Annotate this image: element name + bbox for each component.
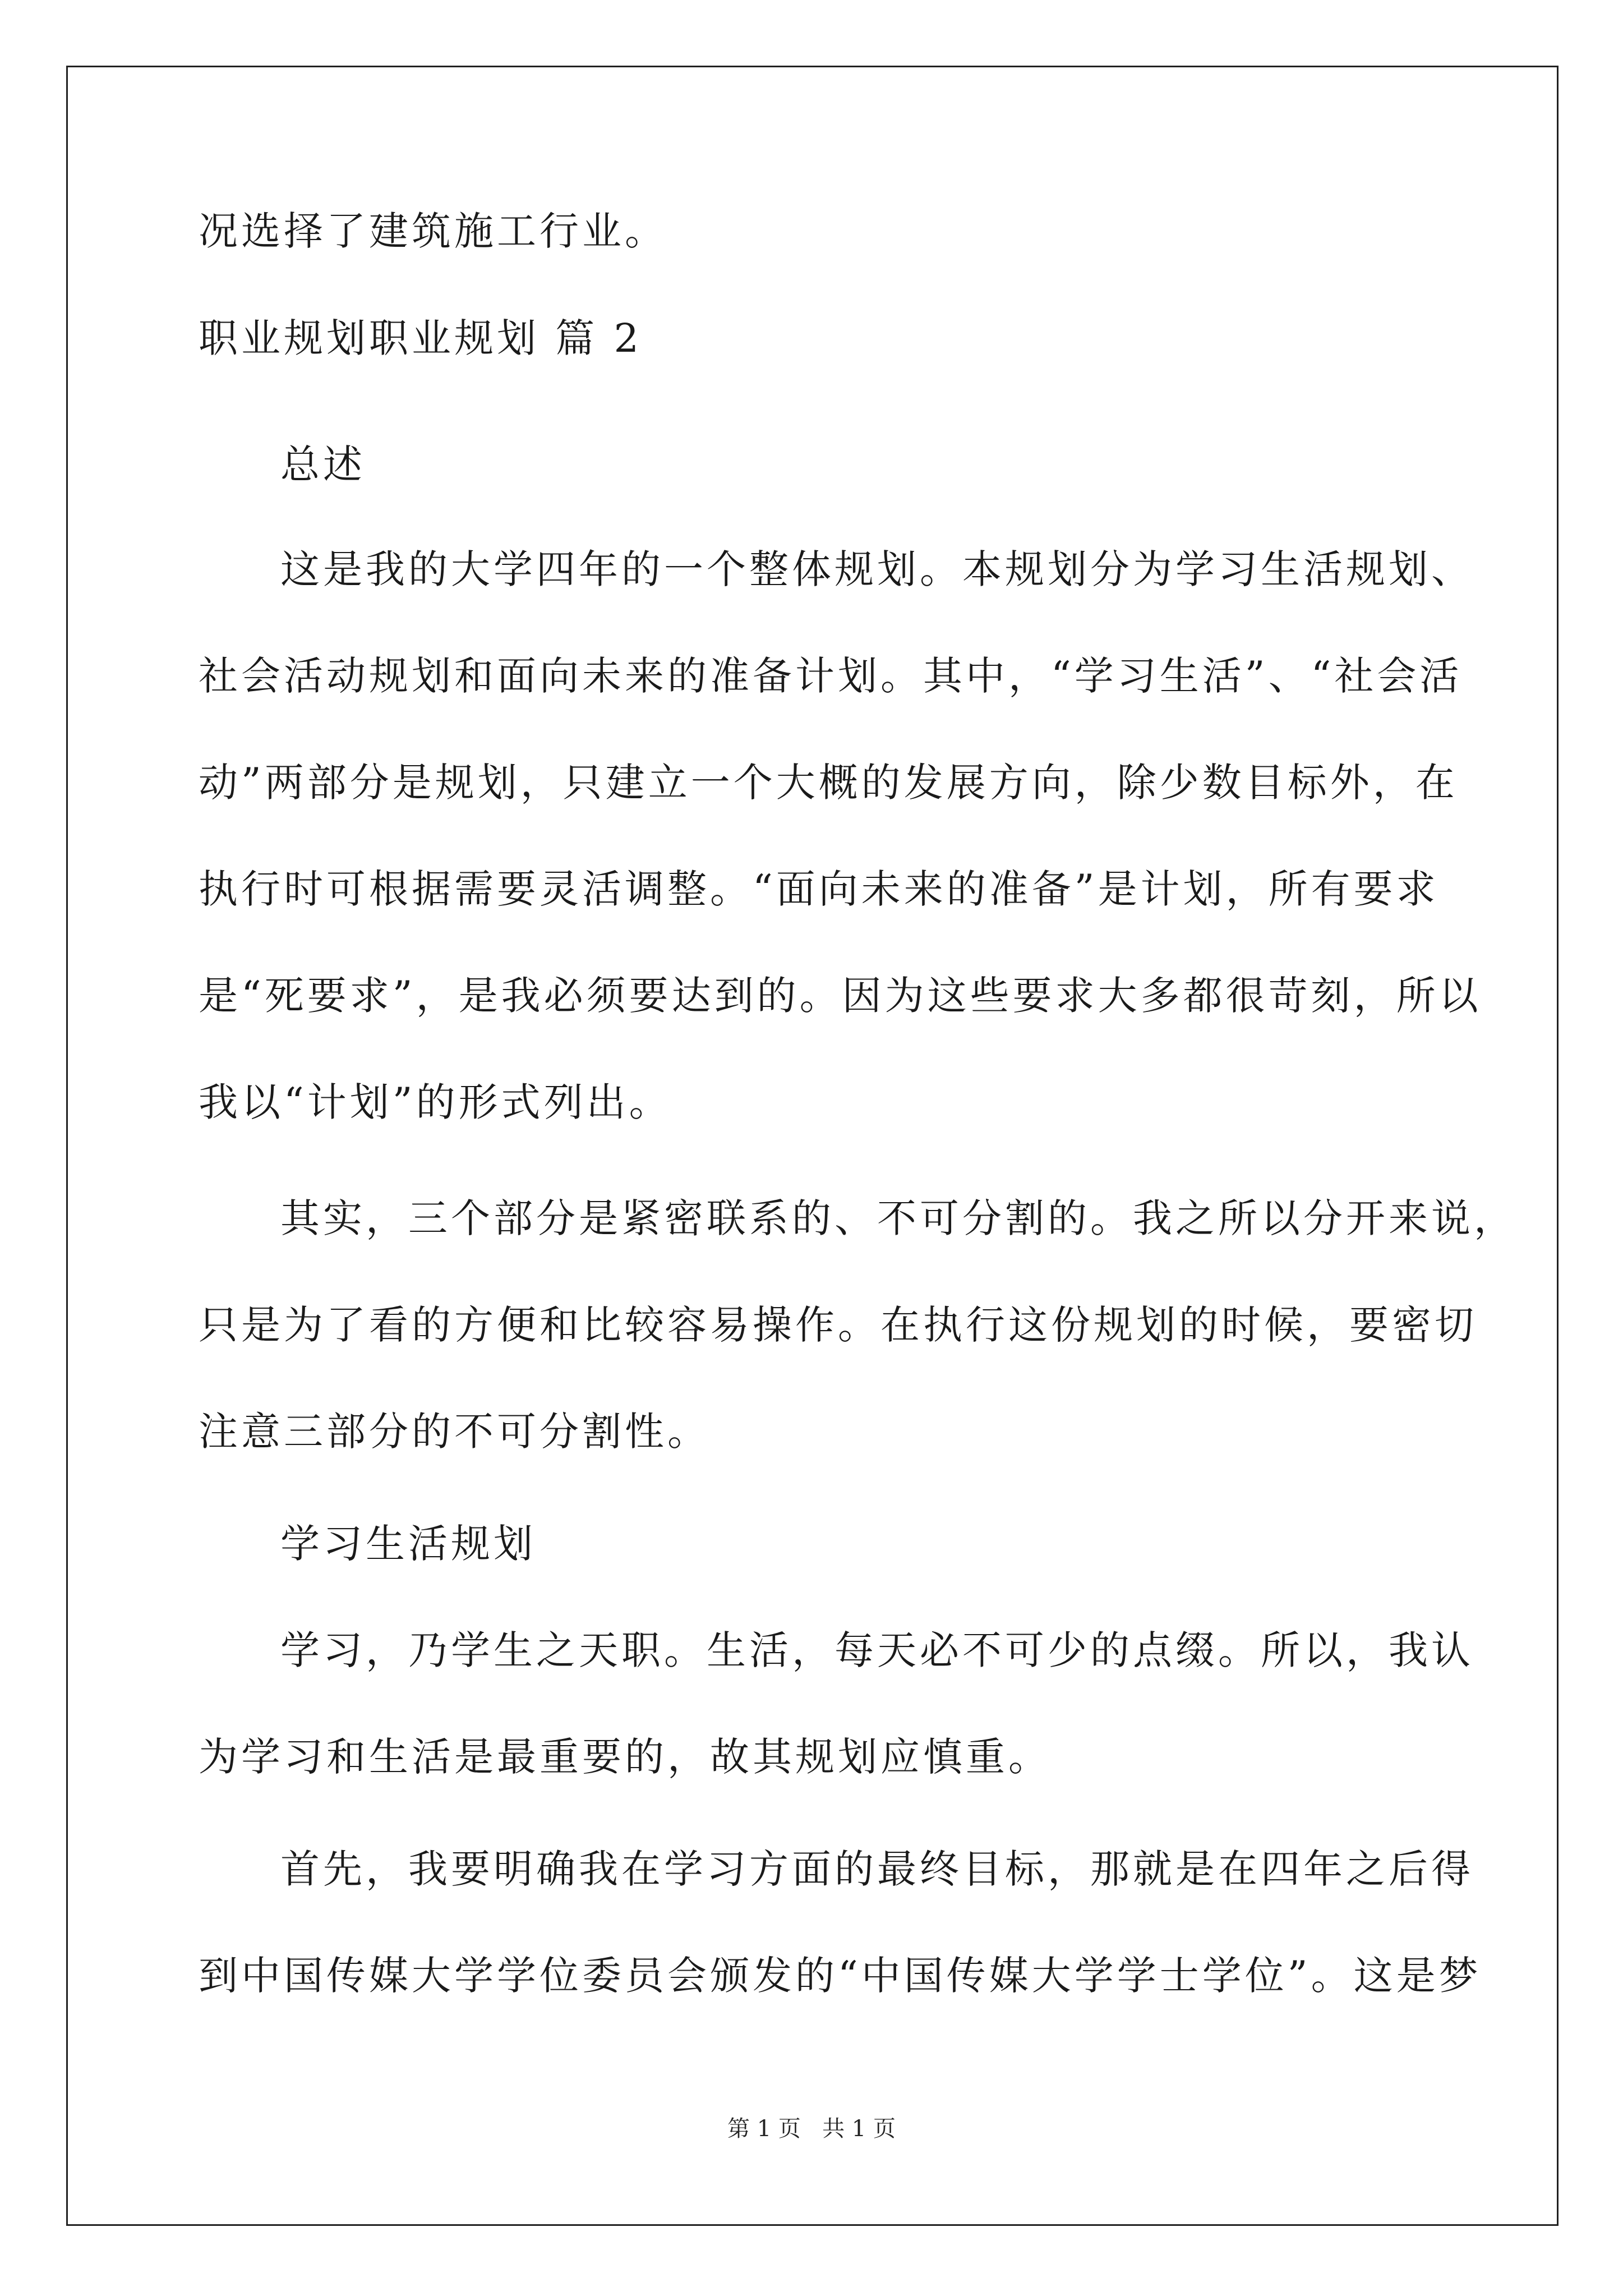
page-number: 第 1 页 bbox=[727, 2116, 801, 2142]
text-line: 首先，我要明确我在学习方面的最终目标，那就是在四年之后得 bbox=[280, 1846, 1474, 1892]
text-line: 只是为了看的方便和比较容易操作。在执行这份规划的时候，要密切 bbox=[199, 1302, 1477, 1348]
text-line: 况选择了建筑施工行业。 bbox=[199, 208, 667, 254]
text-line: 其实，三个部分是紧密联系的、不可分割的。我之所以分开来说， bbox=[280, 1195, 1516, 1241]
text-line: 为学习和生活是最重要的，故其规划应慎重。 bbox=[199, 1734, 1051, 1780]
text-line: 是“死要求”，是我必须要达到的。因为这些要求大多都很苛刻，所以 bbox=[199, 973, 1482, 1019]
text-line: 注意三部分的不可分割性。 bbox=[199, 1409, 710, 1455]
page-border bbox=[66, 66, 1559, 2226]
text-line: 执行时可根据需要灵活调整。“面向未来的准备”是计划，所有要求 bbox=[199, 866, 1439, 912]
text-line: 这是我的大学四年的一个整体规划。本规划分为学习生活规划、 bbox=[280, 546, 1474, 592]
page-footer bbox=[0, 2115, 1623, 2143]
text-line: 社会活动规划和面向未来的准备计划。其中，“学习生活”、“社会活 bbox=[199, 653, 1463, 699]
subheading-overview: 总述 bbox=[280, 441, 366, 487]
text-line: 动”两部分是规划，只建立一个大概的发展方向，除少数目标外，在 bbox=[199, 760, 1458, 806]
subheading-study-life: 学习生活规划 bbox=[280, 1521, 536, 1567]
section-heading: 职业规划职业规划 篇 2 bbox=[199, 315, 643, 361]
page-total: 共 1 页 bbox=[822, 2116, 896, 2142]
text-line: 到中国传媒大学学位委员会颁发的“中国传媒大学学士学位”。这是梦 bbox=[199, 1953, 1482, 1999]
footer-gap bbox=[801, 2116, 822, 2142]
text-line: 学习，乃学生之天职。生活，每天必不可少的点缀。所以，我认 bbox=[280, 1627, 1474, 1673]
text-line: 我以“计划”的形式列出。 bbox=[199, 1079, 672, 1125]
